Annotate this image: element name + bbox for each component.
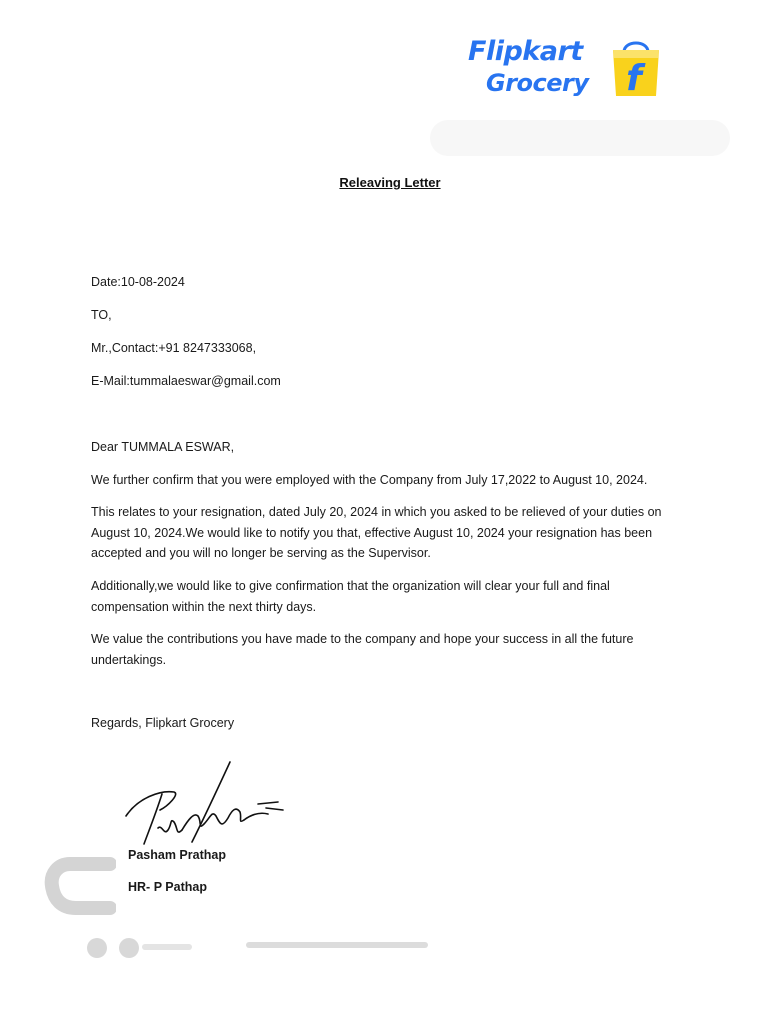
closing: Regards, Flipkart Grocery <box>91 716 235 730</box>
body-paragraph: We value the contributions you have made to the company and hope your success in all the future undertakings. <box>91 632 634 667</box>
body-paragraph: We further confirm that you were employed with the Company from July 17,2022 to August 10, 2024. <box>91 473 648 487</box>
recipient-to: TO, <box>91 308 112 322</box>
stamp-mark <box>44 856 116 916</box>
signatory-title: HR- P Pathap <box>128 880 207 894</box>
logo-line-2: Grocery <box>486 69 589 97</box>
signatory-name: Pasham Prathap <box>128 848 226 862</box>
handwritten-signature <box>118 758 288 858</box>
letter-date: Date:10-08-2024 <box>91 275 185 289</box>
body-paragraph: Additionally,we would like to give confirmation that the organization will clear your full and final compensation within the next thirty days. <box>91 579 610 614</box>
salutation: Dear TUMMALA ESWAR, <box>91 440 235 454</box>
body-paragraph: This relates to your resignation, dated July 20, 2024 in which you asked to be relieved of your duties on August 10, 2024.We would like to notify you that, effective August 10, 2024 your resignation has been accepted and you will no longer be serving as the Supervisor. <box>91 505 662 560</box>
flipkart-grocery-logo <box>466 36 666 102</box>
letter-title: Releaving Letter <box>339 175 441 190</box>
footer-decoration <box>86 934 436 964</box>
shopping-bag-icon <box>610 38 662 98</box>
watermark-smudge <box>430 120 730 156</box>
recipient-contact: Mr.,Contact:+91 8247333068, <box>91 341 257 355</box>
recipient-email: E-Mail:tummalaeswar@gmail.com <box>91 374 281 388</box>
logo-line-1: Flipkart <box>468 36 583 67</box>
svg-text:f: f <box>626 58 642 98</box>
